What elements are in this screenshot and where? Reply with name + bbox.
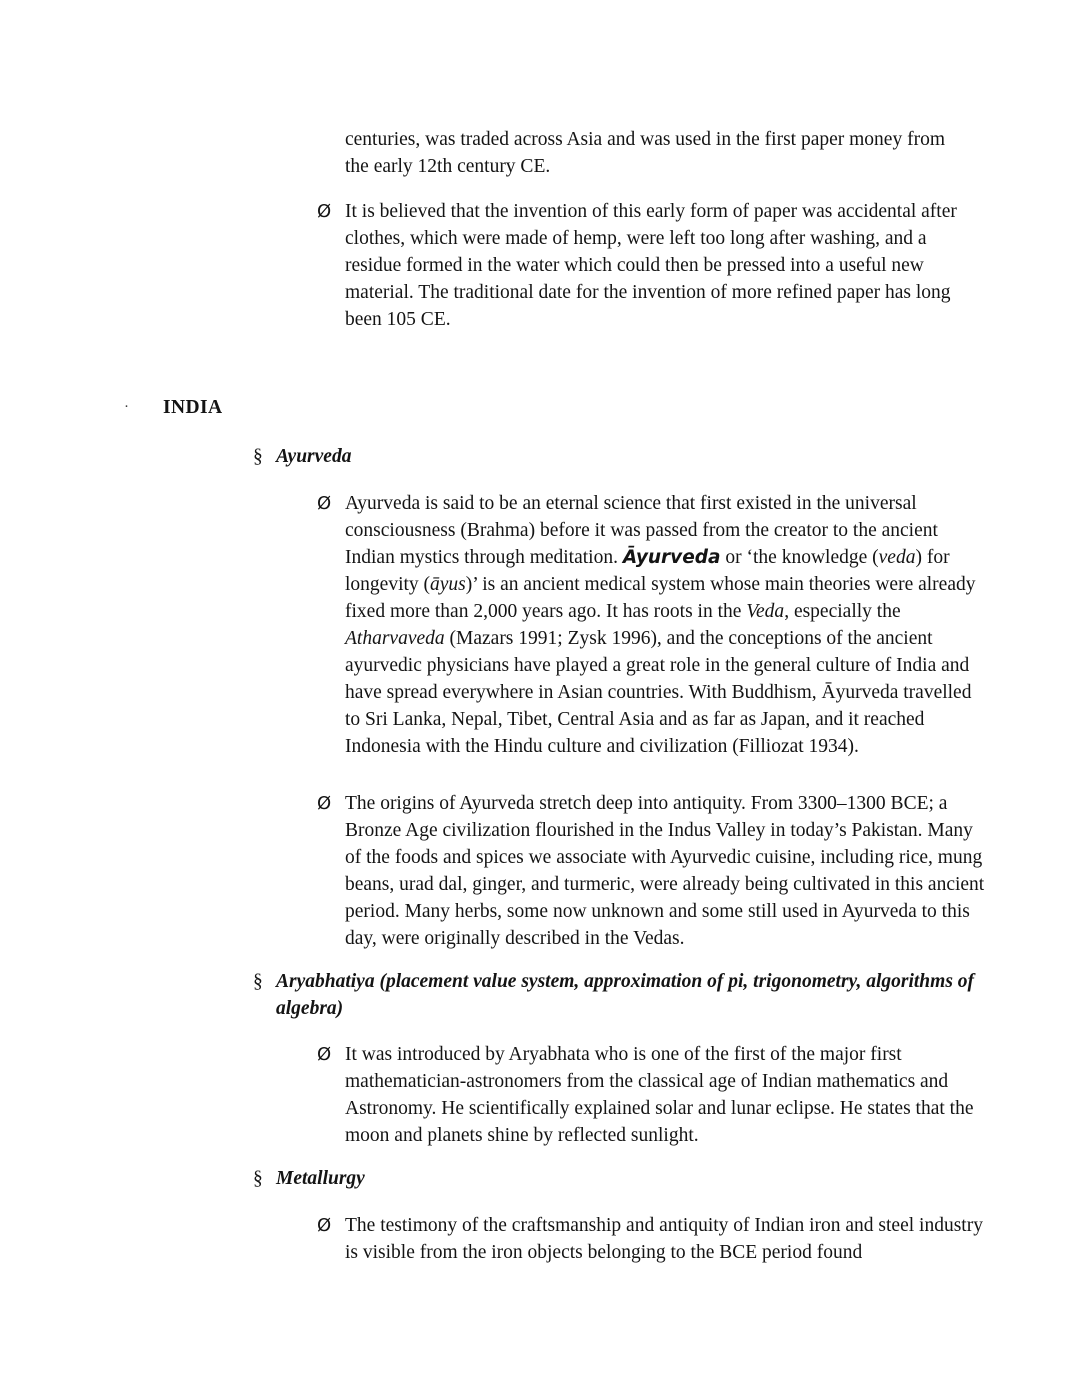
heading-aryabhatiya-label: Aryabhatiya (placement value system, approximation of pi, trigonometry, algorithms of algebra)	[276, 971, 975, 1019]
bullet-aryabhata-text: It was introduced by Aryabhata who is one of the first of the major first mathematician-astronomers from the classical age of Indian mathematics and Astronomy. He scientifically explained solar and lunar eclipse. He states that the moon and planets shine by reflected sunlight.	[345, 1044, 974, 1146]
ayurveda-p1-run3: ) for longevity (	[345, 547, 950, 595]
heading-ayurveda-label: Ayurveda	[276, 446, 352, 467]
bullet-metallurgy-text: The testimony of the craftsmanship and antiquity of Indian iron and steel industry is visible from the iron objects belonging to the BCE period found	[345, 1215, 983, 1263]
bullet-marker-icon: Ø	[317, 201, 332, 222]
ayurveda-p1-emph-ayurveda: Āyurveda	[622, 547, 721, 568]
bullet-aryabhata	[317, 1041, 985, 1149]
section-marker-icon: §	[253, 446, 263, 467]
bullet-ayurveda-origin	[317, 490, 985, 760]
dot-bullet-icon: ·	[124, 399, 130, 415]
ayurveda-p1-emph-veda2: Veda	[746, 601, 785, 622]
heading-metallurgy-label: Metallurgy	[276, 1168, 365, 1189]
bullet-marker-icon: Ø	[317, 1215, 332, 1236]
ayurveda-p1-emph-veda: veda	[878, 547, 916, 568]
bullet-metallurgy	[317, 1212, 985, 1266]
bullet-ayurveda-antiquity	[317, 790, 985, 952]
ayurveda-p1-emph-ayus: āyus	[430, 574, 466, 595]
bullet-marker-icon: Ø	[317, 1044, 332, 1065]
ayurveda-p1-emph-atharvaveda: Atharvaveda	[345, 628, 445, 649]
ayurveda-p1-run2: or ‘the knowledge (	[720, 547, 879, 568]
ayurveda-p1-run1: Ayurveda is said to be an eternal science that first existed in the universal consciousness (Brahma) before it was passed from the creator to the ancient Indian mystics through meditation.	[345, 493, 938, 568]
bullet-marker-icon: Ø	[317, 493, 332, 514]
paragraph-continued: centuries, was traded across Asia and was used in the first paper money from the early 12th century CE.	[345, 129, 945, 177]
bullet-ayurveda-antiquity-text: The origins of Ayurveda stretch deep into antiquity. From 3300–1300 BCE; a Bronze Age civilization flourished in the Indus Valley in today’s Pakistan. Many of the foods and spices we associate with Ayurvedic cuisine, including rice, mung beans, urad dal, ginger, and turmeric, were already being cultivated in this ancient period. Many herbs, some now unknown and some still used in Ayurveda to this day, were originally described in the Vedas.	[345, 793, 985, 949]
ayurveda-p1-run4: )’ is an ancient medical system whose main theories were already fixed more than 2,000 years ago. It has roots in the	[345, 574, 976, 622]
heading-ayurveda	[253, 443, 981, 470]
bullet-marker-icon: Ø	[317, 793, 332, 814]
ayurveda-p1-run5: , especially the	[784, 601, 901, 622]
heading-metallurgy	[253, 1165, 981, 1192]
bullet-paper-invention	[317, 198, 985, 333]
ayurveda-p1-run6: (Mazars 1991; Zysk 1996), and the conceptions of the ancient ayurvedic physicians have played a great role in the general culture of India and have spread everywhere in Asian countries. With Buddhism, Āyurveda travelled to Sri Lanka, Nepal, Tibet, Central Asia and as far as Japan, and it reached Indonesia with the Hindu culture and civilization (Filliozat 1934).	[345, 628, 972, 757]
heading-aryabhatiya	[253, 968, 981, 1022]
section-marker-icon: §	[253, 1168, 263, 1189]
heading-india-label: INDIA	[163, 397, 223, 418]
bullet-paper-invention-text: It is believed that the invention of this early form of paper was accidental after clothes, which were made of hemp, were left too long after washing, and a residue formed in the water which could then be pressed into a useful new material. The traditional date for the invention of more refined paper has long been 105 CE.	[345, 201, 957, 330]
heading-india	[124, 394, 924, 421]
section-marker-icon: §	[253, 971, 263, 992]
